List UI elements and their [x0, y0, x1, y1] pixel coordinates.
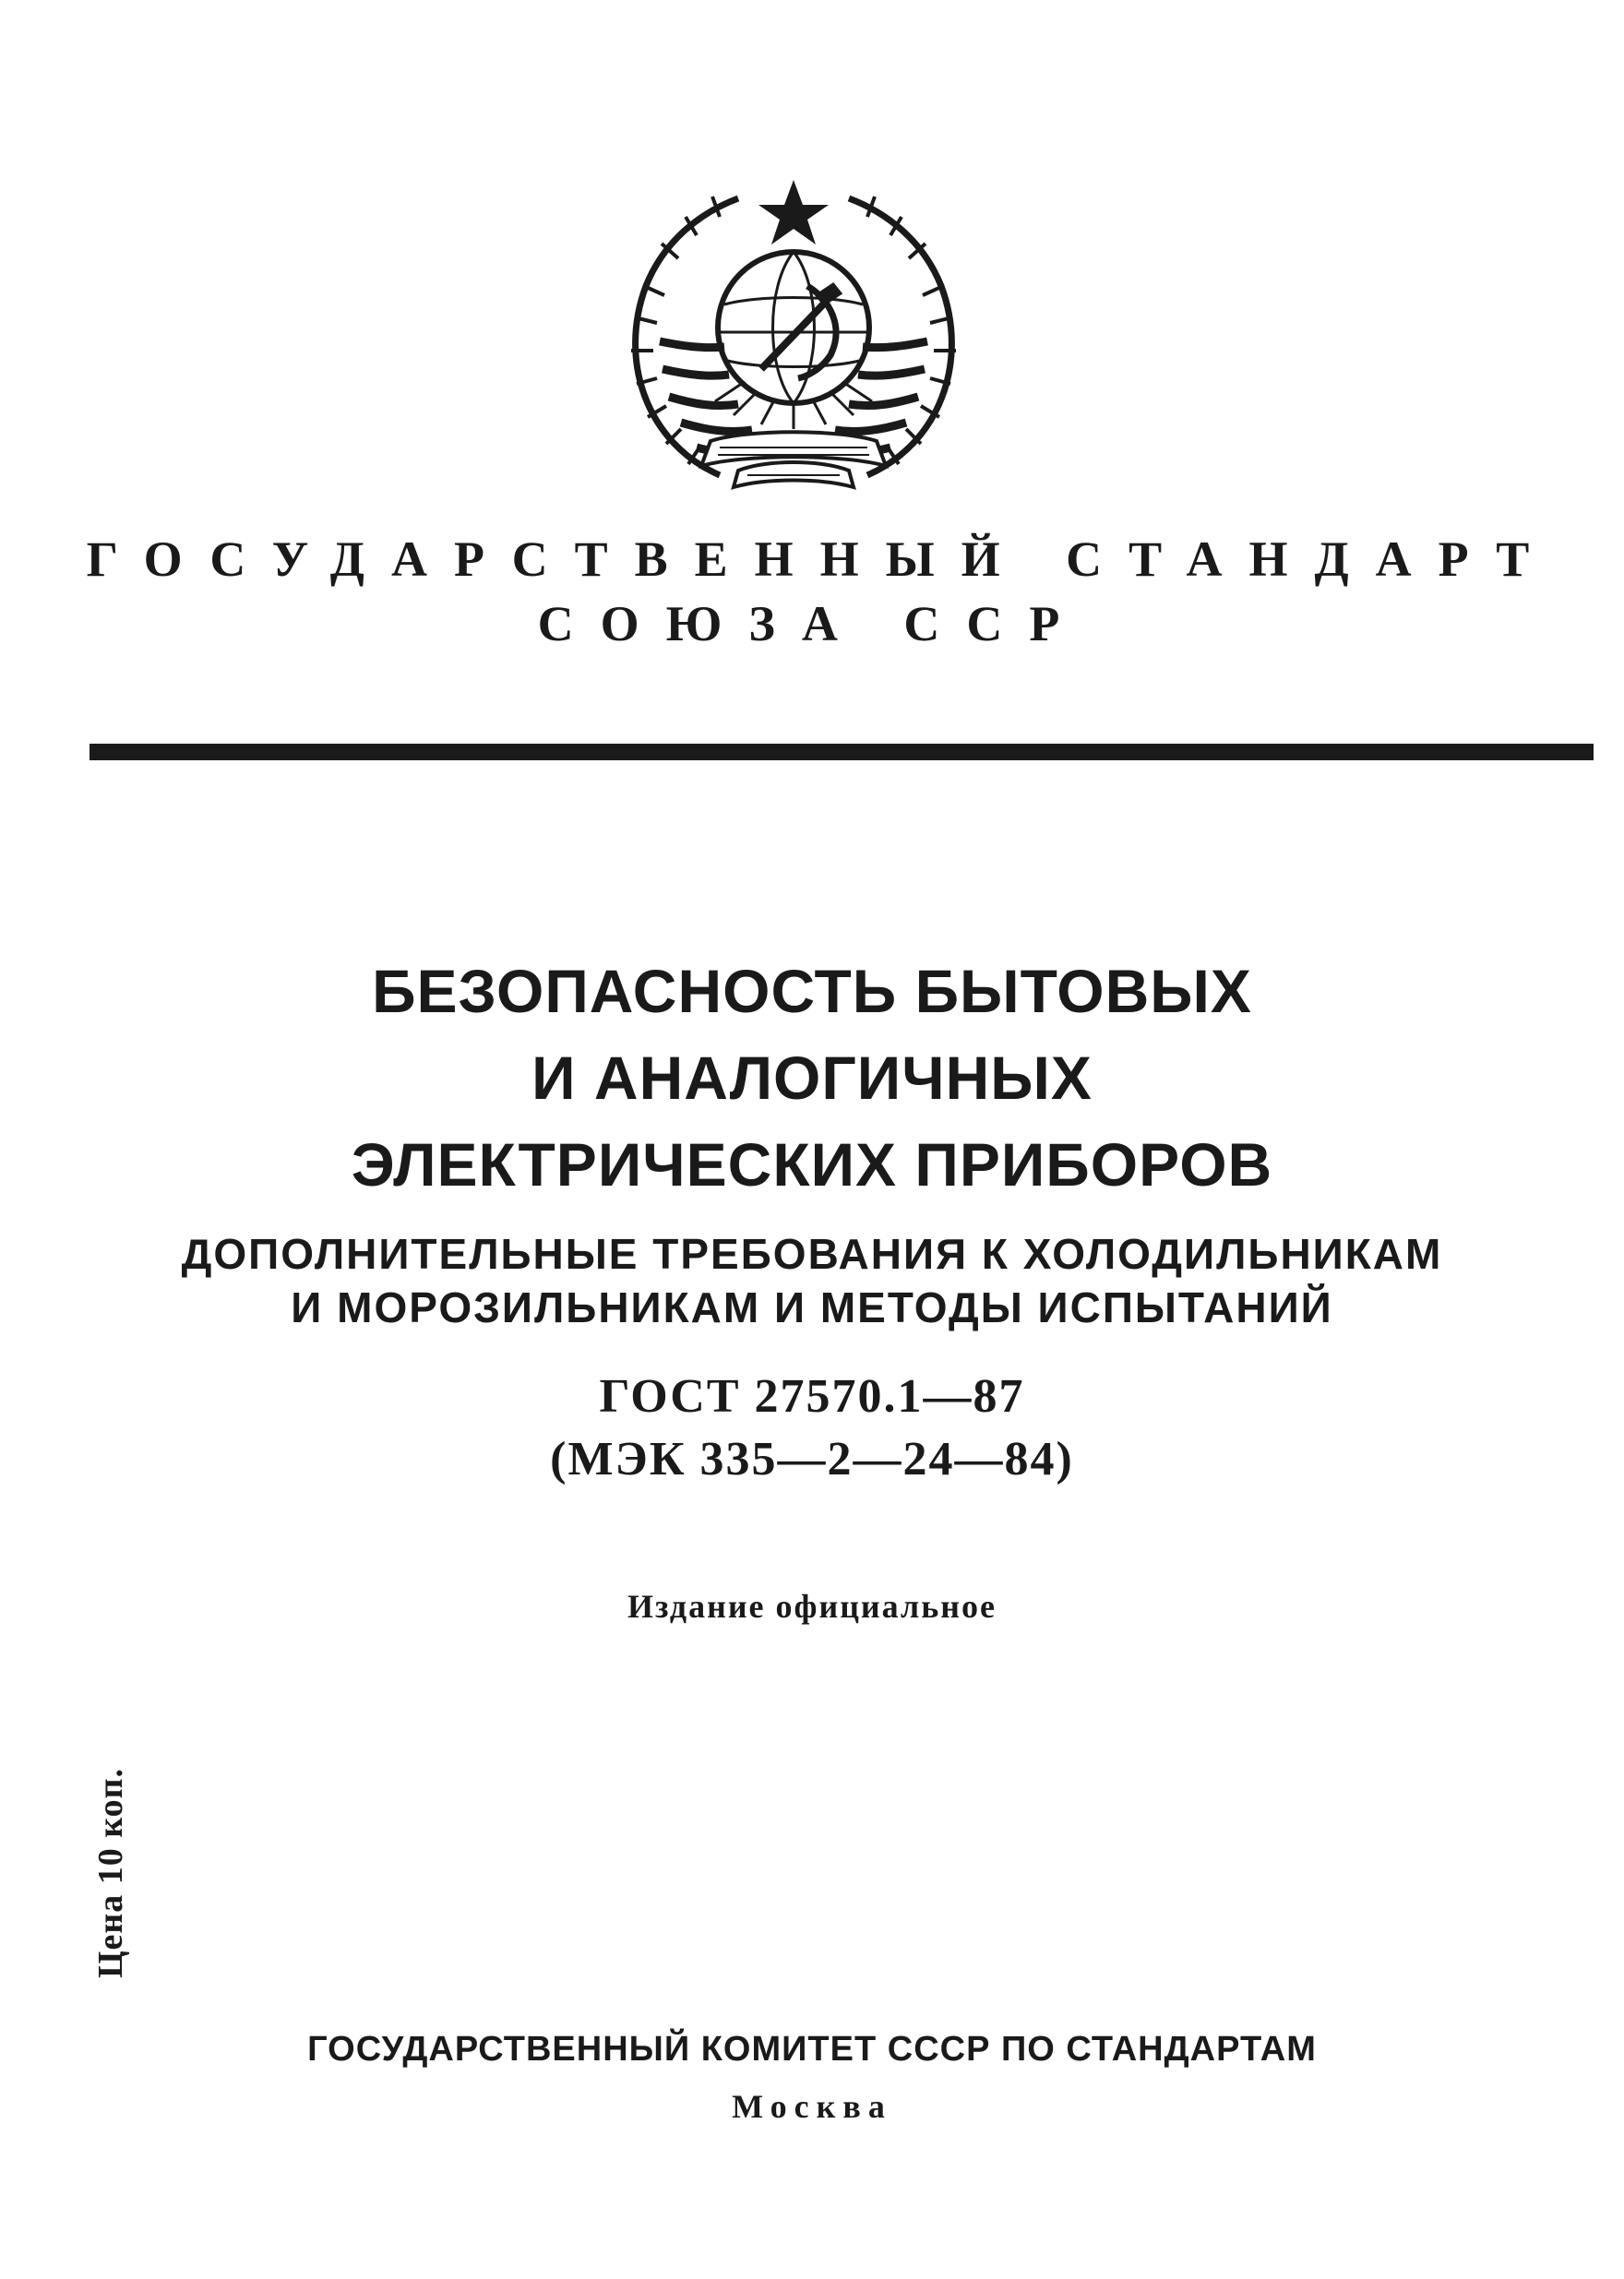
title-line: БЕЗОПАСНОСТЬ БЫТОВЫХ: [372, 957, 1252, 1025]
price-label: Цена 10 коп.: [91, 1767, 130, 1979]
subtitle-line: ДОПОЛНИТЕЛЬНЫЕ ТРЕБОВАНИЯ К ХОЛОДИЛЬНИКАМ: [181, 1230, 1443, 1278]
document-subtitle: [0, 1227, 1624, 1334]
ussr-emblem-icon: [609, 148, 978, 517]
standard-number: [0, 1366, 1624, 1491]
title-line: И АНАЛОГИЧНЫХ: [531, 1044, 1093, 1112]
edition-note: Издание официальное: [627, 1588, 997, 1625]
subtitle-line: И МОРОЗИЛЬНИКАМ И МЕТОДЫ ИСПЫТАНИЙ: [291, 1283, 1333, 1331]
publisher-city: Москва: [732, 2088, 892, 2125]
document-title: [0, 948, 1624, 1208]
horizontal-divider: [90, 744, 1594, 760]
header-org-title: ГОСУДАРСТВЕННЫЙ СТАНДАРТ: [86, 531, 1557, 587]
title-line: ЭЛЕКТРИЧЕСКИХ ПРИБОРОВ: [351, 1130, 1273, 1199]
publisher: ГОСУДАРСТВЕННЫЙ КОМИТЕТ СССР ПО СТАНДАРТАМ: [307, 2030, 1317, 2069]
iec-number: (МЭК 335—2—24—84): [550, 1433, 1074, 1486]
header-org-subtitle: СОЮЗА ССР: [537, 596, 1087, 651]
gost-number: ГОСТ 27570.1—87: [599, 1370, 1025, 1423]
